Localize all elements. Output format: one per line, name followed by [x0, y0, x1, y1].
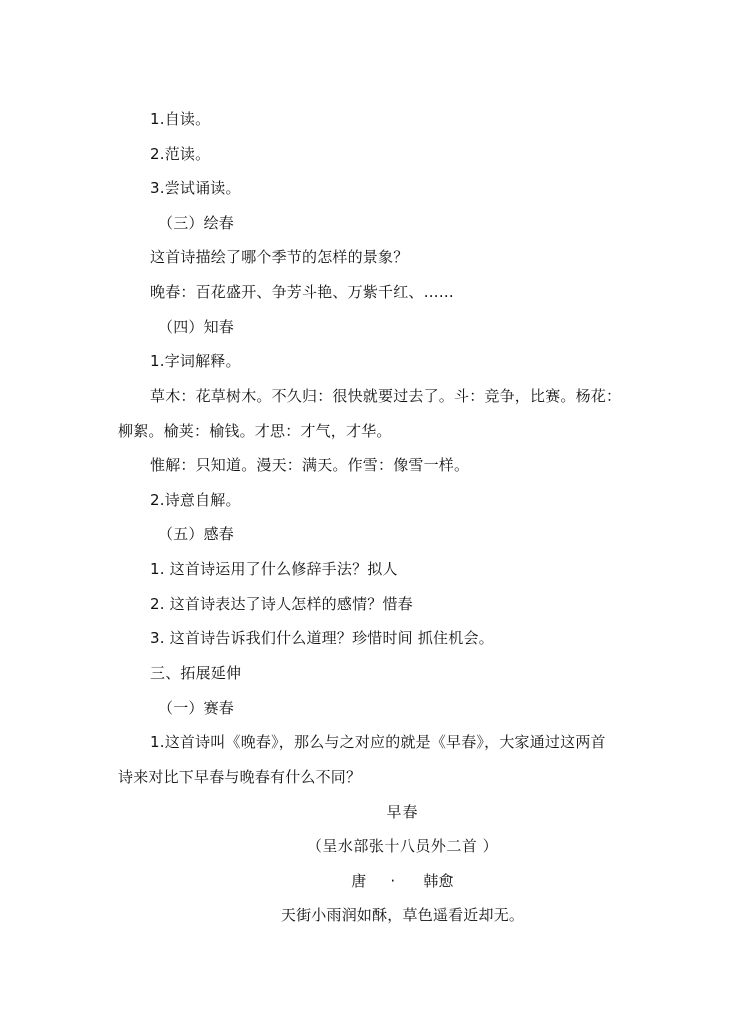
poem-author-line [0, 871, 745, 891]
section-heading-compare-spring: （一）赛春 [158, 699, 235, 717]
list-item-self-read: 1.自读。 [150, 110, 211, 128]
list-item-model-read: 2.范读。 [150, 145, 211, 163]
answer-late-spring: 晚春：百花盛开、争芳斗艳、万紫千红、…… [150, 283, 455, 301]
paragraph-vocab-line1: 草木：花草树木。不久归：很快就要过去了。斗：竞争，比赛。杨花： [150, 387, 622, 405]
question-emotion: 2. 这首诗表达了诗人怎样的感情？惜春 [150, 595, 413, 613]
question-scene: 这首诗描绘了哪个季节的怎样的景象？ [150, 248, 409, 266]
question-lesson: 3. 这首诗告诉我们什么道理？珍惜时间 抓住机会。 [150, 629, 494, 647]
section-heading-know-spring: （四）知春 [158, 318, 235, 336]
paragraph-compare-line2: 诗来对比下早春与晚春有什么不同？ [118, 768, 362, 786]
section-heading-feel-spring: （五）感春 [158, 525, 235, 543]
paragraph-compare-line1: 1.这首诗叫《晚春》，那么与之对应的就是《早春》，大家通过这两首 [150, 733, 606, 751]
poem-separator: · [390, 872, 396, 890]
poem-title: 早春 [386, 803, 419, 821]
paragraph-vocab-line3: 惟解：只知道。漫天：满天。作雪：像雪一样。 [150, 456, 470, 474]
poem-author: 韩愈 [423, 872, 454, 890]
list-item-word-explanation: 1.字词解释。 [150, 352, 241, 370]
list-item-self-interpret: 2.诗意自解。 [150, 491, 241, 509]
paragraph-vocab-line2: 柳絮。榆荚：榆钱。才思：才气，才华。 [118, 422, 392, 440]
section-heading-extension: 三、拓展延伸 [150, 664, 242, 682]
section-heading-draw-spring: （三）绘春 [158, 214, 235, 232]
poem-verse-1: 天街小雨润如酥，草色遥看近却无。 [280, 906, 525, 924]
poem-subtitle: （呈水部张十八员外二首 ） [306, 837, 499, 855]
question-rhetoric: 1. 这首诗运用了什么修辞手法？拟人 [150, 560, 398, 578]
poem-dynasty: 唐 [351, 872, 367, 890]
list-item-try-recite: 3.尝试诵读。 [150, 179, 241, 197]
